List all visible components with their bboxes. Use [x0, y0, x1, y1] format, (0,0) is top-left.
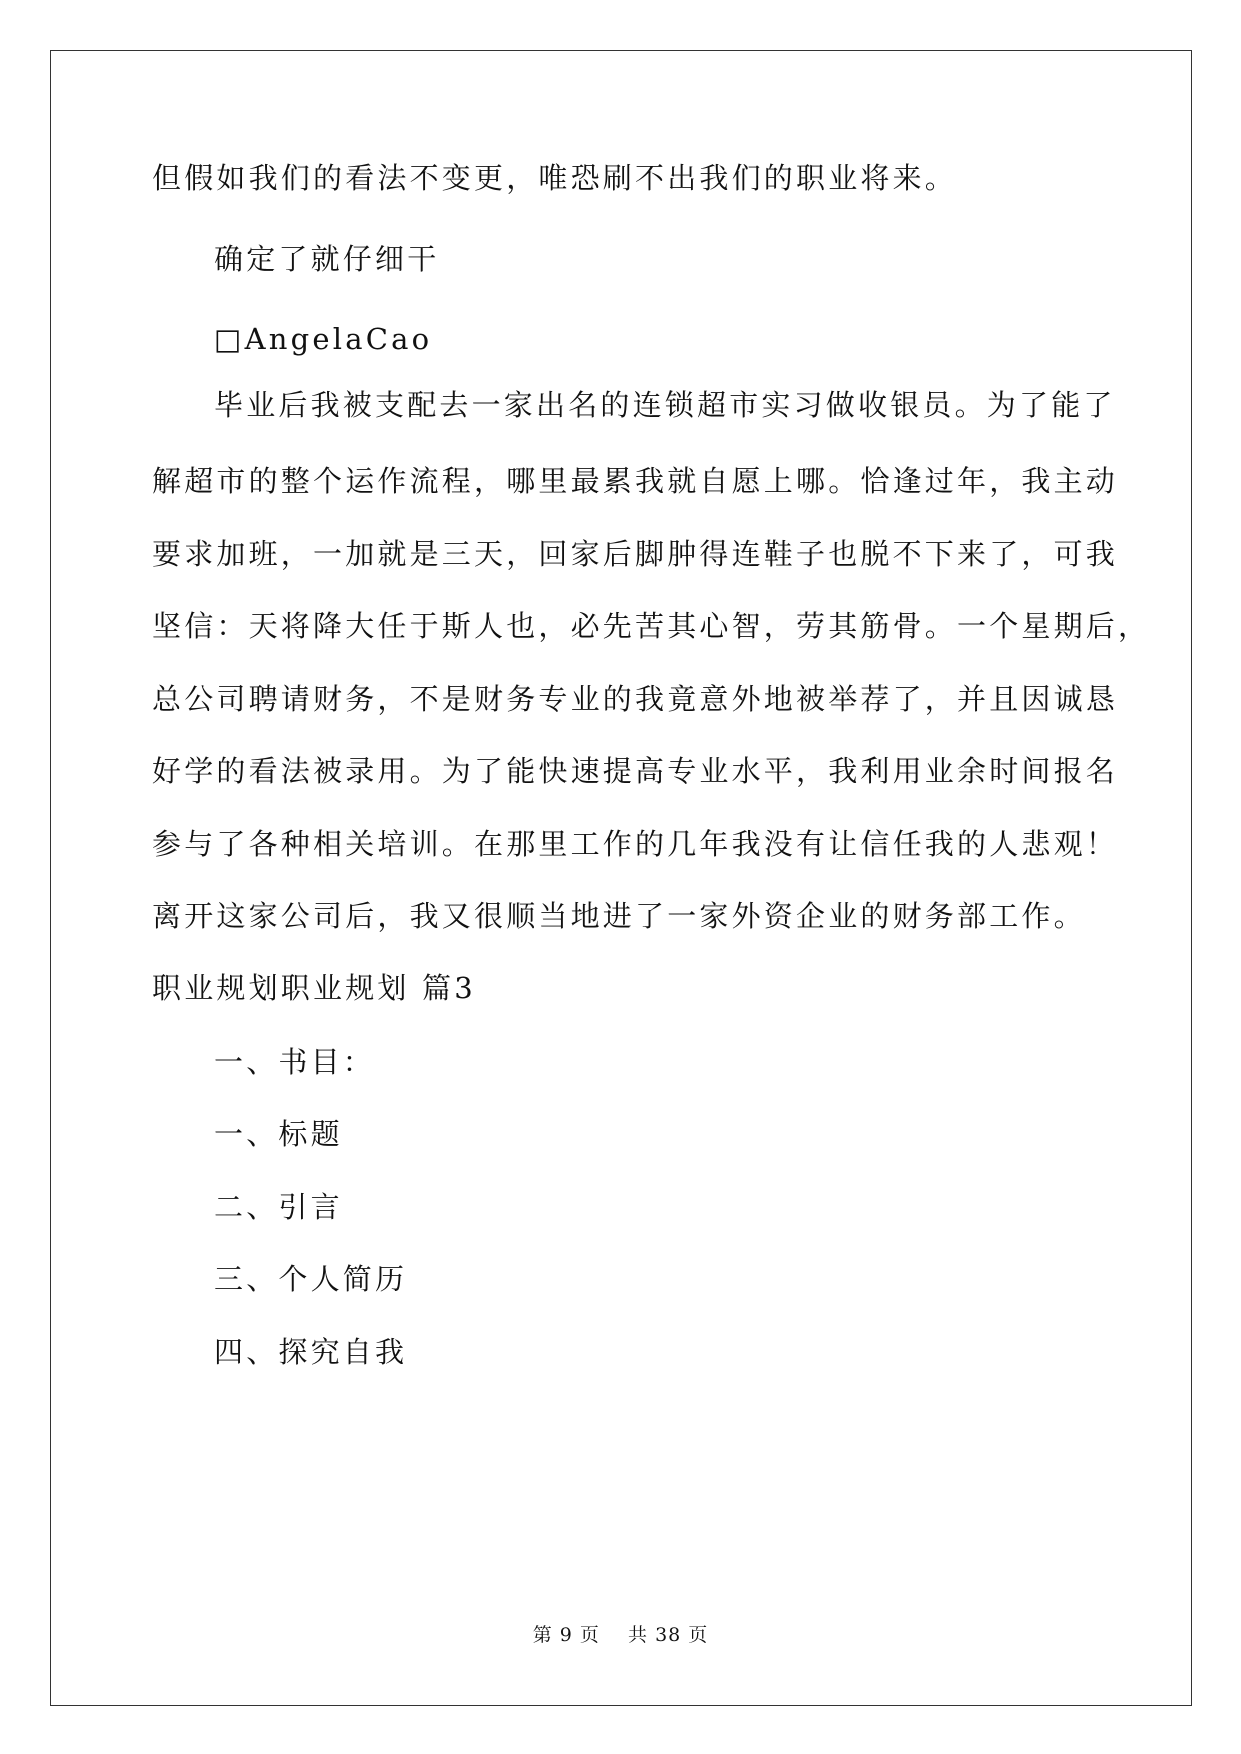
text-line: 一、书目： — [214, 1045, 376, 1079]
text-line: 四、探究自我 — [214, 1335, 408, 1369]
text-line: 毕业后我被支配去一家出名的连锁超市实习做收银员。为了能了 — [214, 388, 1116, 422]
text-line: 一、标题 — [214, 1117, 343, 1151]
text-line: 要求加班，一加就是三天，回家后脚肿得连鞋子也脱不下来了，可我 — [152, 537, 1119, 571]
text-line: 二、引言 — [214, 1190, 343, 1224]
text-line: □AngelaCao — [214, 322, 433, 356]
text-line: 确定了就仔细干 — [214, 242, 440, 276]
text-line: 坚信：天将降大任于斯人也，必先苦其心智，劳其筋骨。一个星期后， — [152, 609, 1151, 643]
text-line: 参与了各种相关培训。在那里工作的几年我没有让信任我的人悲观！ — [152, 827, 1119, 861]
text-line: 总公司聘请财务，不是财务专业的我竟意外地被举荐了，并且因诚恳 — [152, 682, 1119, 716]
text-line: 但假如我们的看法不变更，唯恐刷不出我们的职业将来。 — [152, 161, 958, 195]
text-line: 好学的看法被录用。为了能快速提高专业水平，我利用业余时间报名 — [152, 754, 1119, 788]
section-heading: 职业规划职业规划 篇3 — [152, 971, 476, 1005]
text-line: 三、个人简历 — [214, 1262, 408, 1296]
text-line: 解超市的整个运作流程，哪里最累我就自愿上哪。恰逢过年，我主动 — [152, 464, 1119, 498]
page-number: 第 9 页 共 38 页 — [532, 1624, 709, 1646]
page-border — [50, 50, 1192, 1706]
text-line: 离开这家公司后，我又很顺当地进了一家外资企业的财务部工作。 — [152, 899, 1086, 933]
